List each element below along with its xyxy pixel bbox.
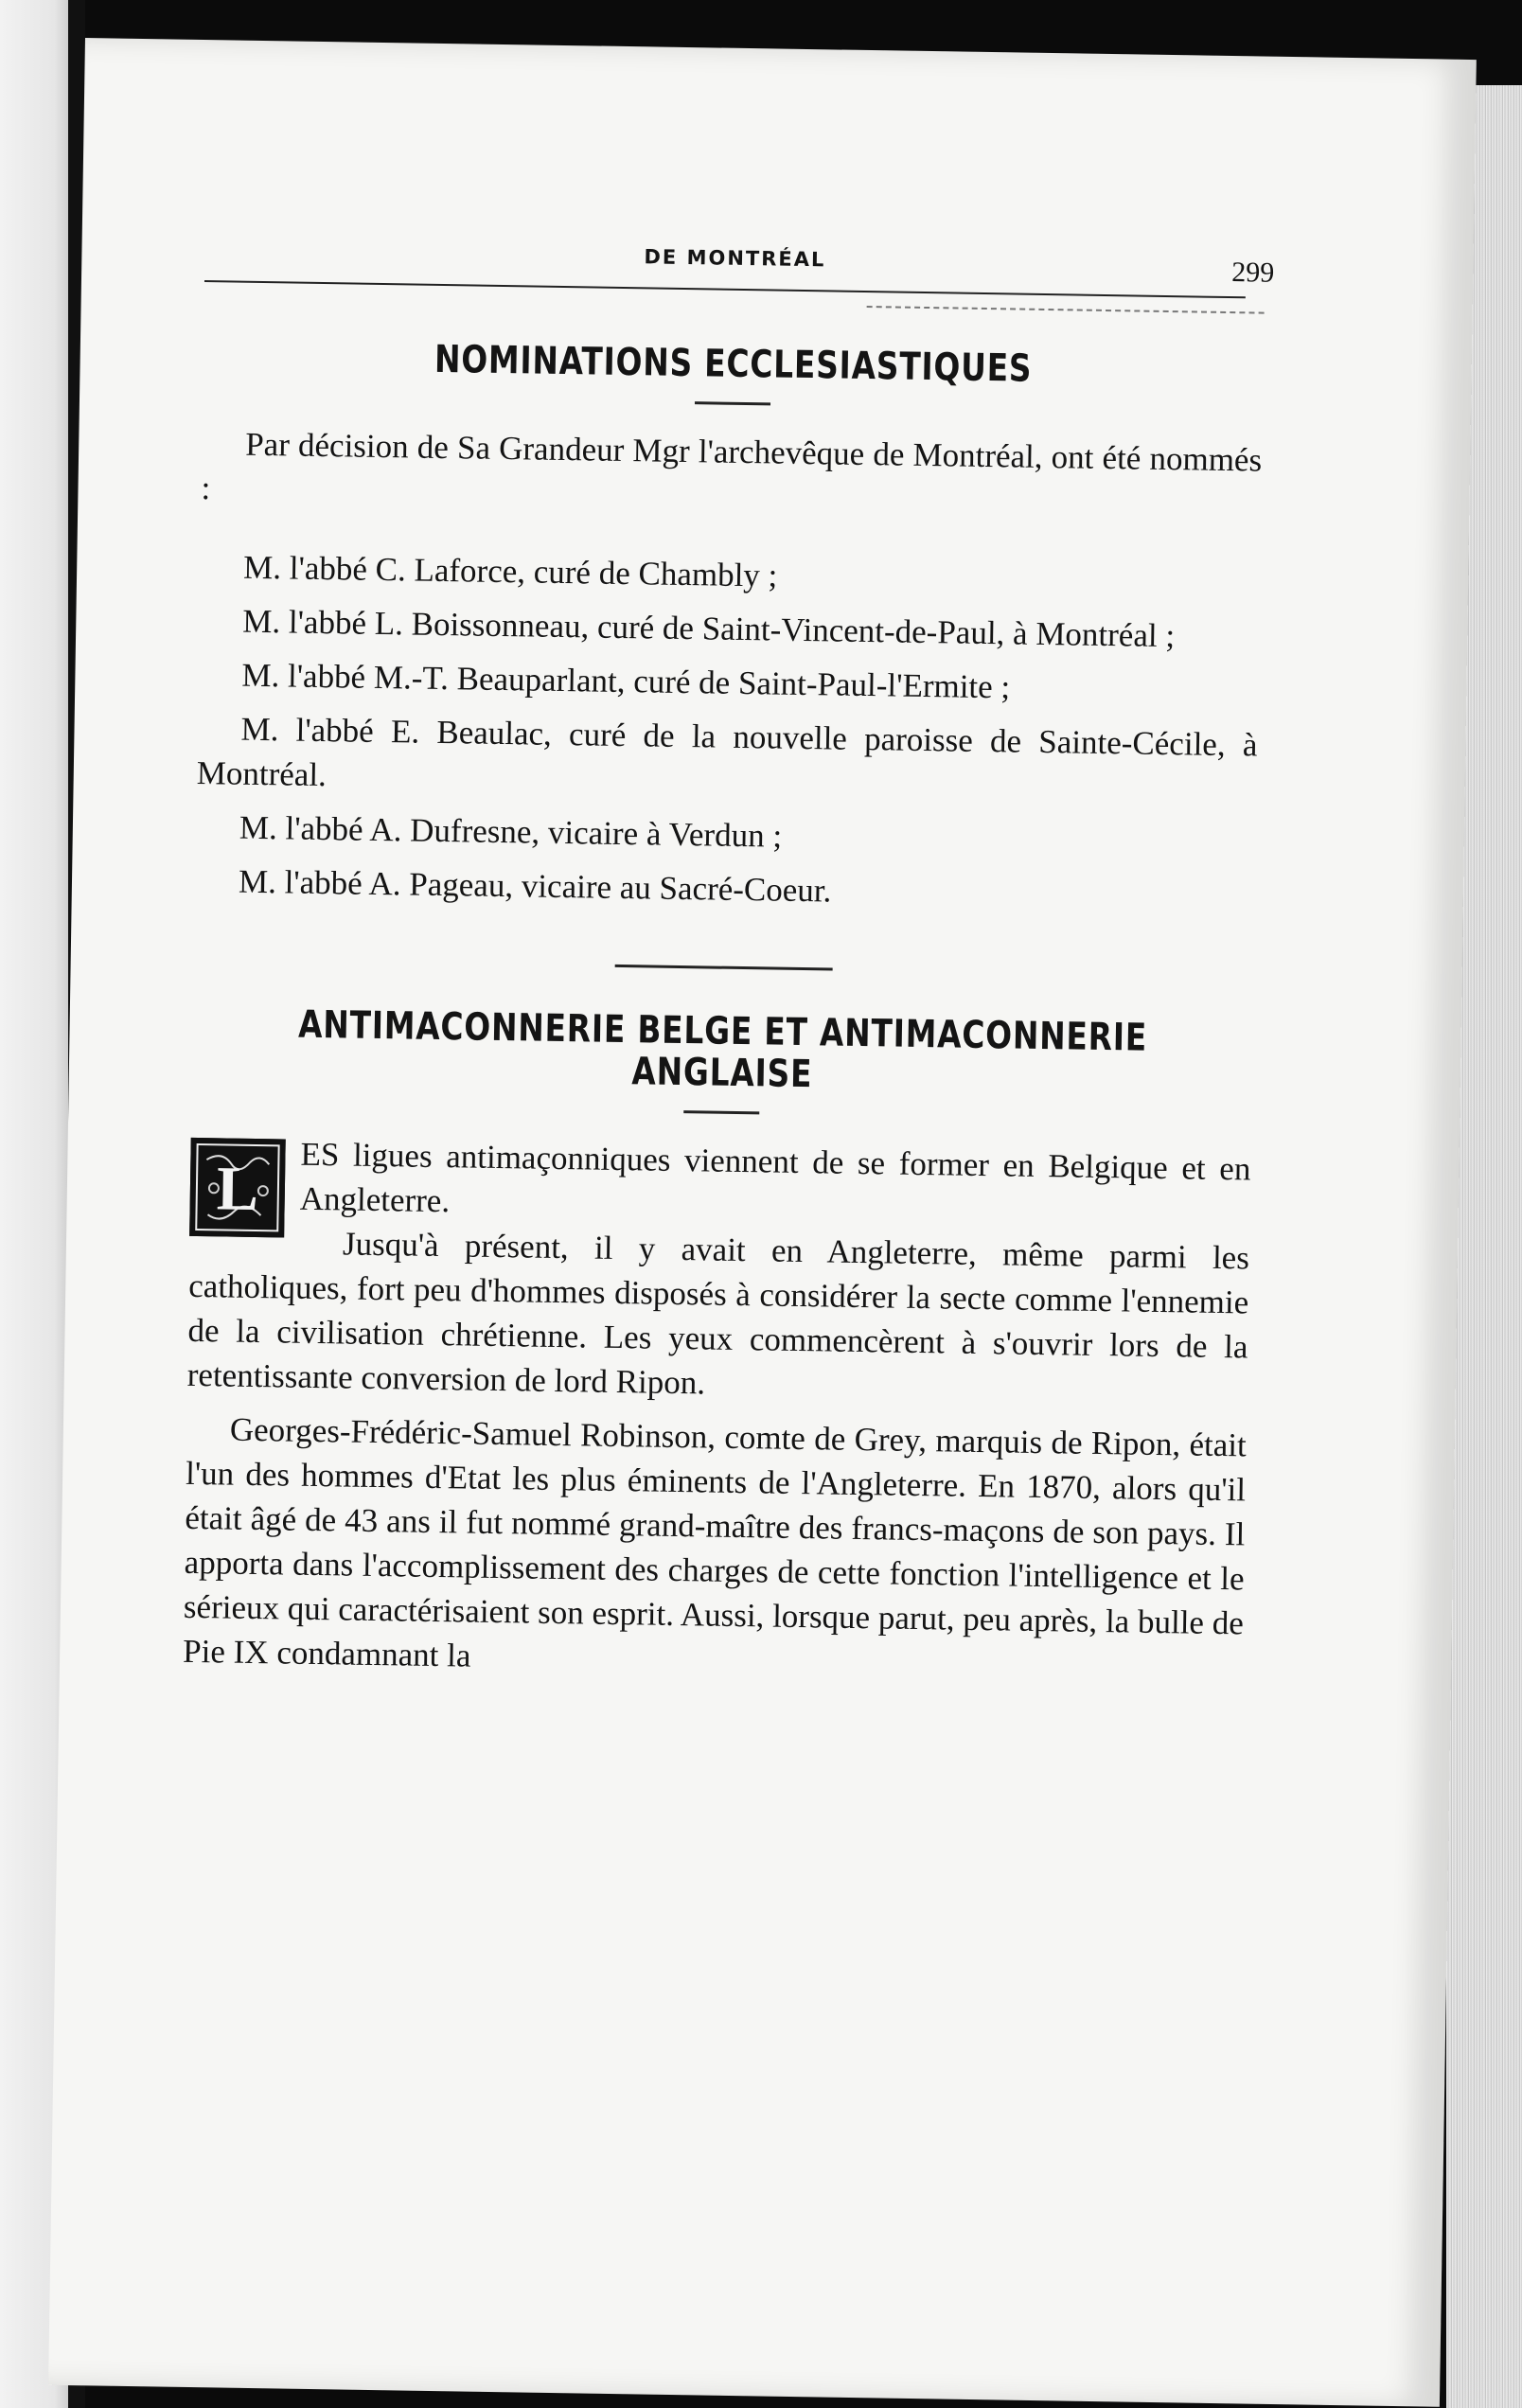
section-title-nominations: NOMINATIONS ECCLESIASTIQUES <box>434 337 1033 391</box>
running-head <box>204 239 1275 293</box>
page-number: 299 <box>1231 257 1275 289</box>
section-separator <box>615 965 833 971</box>
nomination-entry: M. l'abbé A. Pageau, vicaire au Sacré-Coeur. <box>238 862 832 910</box>
title-underline <box>683 1110 759 1114</box>
nominations-list <box>195 544 1261 920</box>
dropcap-letter: L <box>216 1154 259 1225</box>
nomination-entry: M. l'abbé L. Boissonneau, curé de Saint-Vincent-de-Paul, à Montréal ; <box>242 602 1176 655</box>
ornamental-dropcap-icon <box>189 1138 286 1238</box>
running-title: DE MONTRÉAL <box>644 245 826 272</box>
nomination-entry: M. l'abbé M.-T. Beauparlant, curé de Saint-Paul-l'Ermite ; <box>241 656 1011 706</box>
nomination-entry: M. l'abbé A. Dufresne, vicaire à Verdun ; <box>239 808 783 855</box>
section-title-antimaconnerie: ANTIMACONNERIE BELGE ET ANTIMACONNERIE ANGLAISE <box>297 1002 1148 1097</box>
page-content <box>182 239 1275 1690</box>
article-paragraph-1: ES ligues antimaçonniques viennent de se former en Belgique et en Angleterre. <box>299 1135 1251 1220</box>
article-body <box>183 1130 1251 1691</box>
nominations-intro: Par décision de Sa Grandeur Mgr l'archevêque de Montréal, ont été nommés : <box>201 425 1263 507</box>
article-paragraph-3: Georges-Frédéric-Samuel Robinson, comte de Grey, marquis de Ripon, était l'un des hommes d'Etat les plus éminents de l'Angleterre. En 1870, alors qu'il était âgé de 43 ans il fut nommé grand-maître des francs-maçons de son pays. Il apporta dans l'accomplissement des charges de cette fonction l'intelligence et le sérieux qui caractérisaient son esprit. Aussi, lorsque parut, peu après, la bulle de Pie IX condamnant la <box>182 1410 1248 1674</box>
book-page <box>48 38 1477 2407</box>
header-dotted-rule <box>867 306 1265 314</box>
nomination-entry: M. l'abbé E. Beaulac, curé de la nouvelle paroisse de Sainte-Cécile, à Montréal. <box>196 710 1258 794</box>
title-underline <box>695 401 770 405</box>
nomination-entry: M. l'abbé C. Laforce, curé de Chambly ; <box>242 548 778 594</box>
article-paragraph-2: Jusqu'à présent, il y avait en Angleterre, même parmi les catholiques, fort peu d'hommes disposés à considérer la secte comme l'ennemie de la civilisation chrétienne. Les yeux commencèrent à s'ouvrir lors de la retentissante conversion de lord Ripon. <box>186 1225 1250 1402</box>
